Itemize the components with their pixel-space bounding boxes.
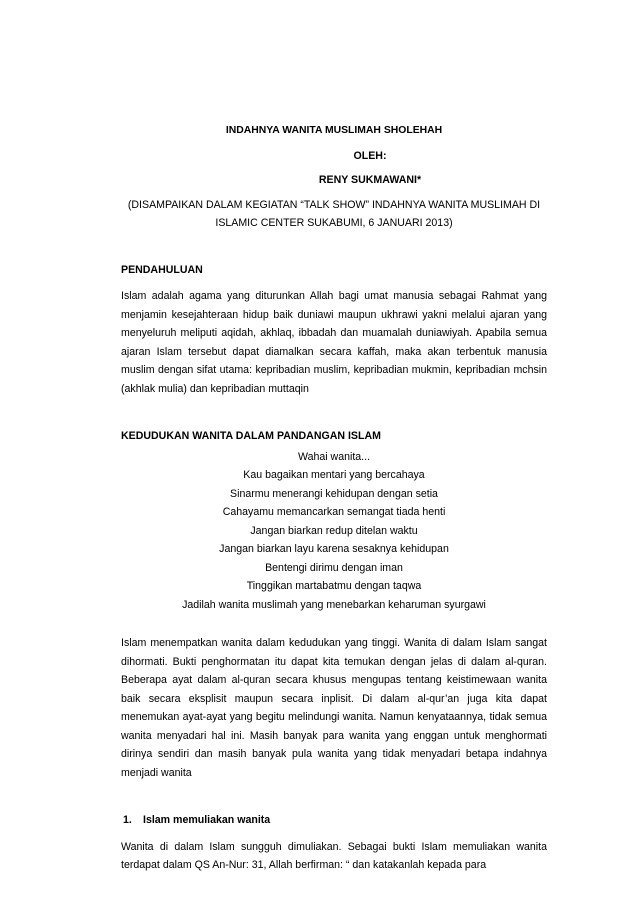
section-heading-introduction: PENDAHULUAN — [121, 263, 203, 276]
document-content — [121, 122, 547, 875]
document-title: INDAHNYA WANITA MUSLIMAH SHOLEHAH — [225, 125, 443, 136]
poem — [111, 448, 557, 615]
poem-line: Jangan biarkan layu karena sesaknya kehidupan — [219, 543, 449, 555]
context-line-2: ISLAMIC CENTER SUKABUMI, 6 JANUARI 2013) — [215, 217, 453, 229]
poem-line: Kau bagaikan mentari yang bercahaya — [243, 469, 425, 481]
by-label: OLEH: — [353, 149, 387, 162]
section-heading-position: KEDUDUKAN WANITA DALAM PANDANGAN ISLAM — [121, 430, 381, 442]
numbered-heading-1 — [121, 811, 547, 830]
author-name: RENY SUKMAWANI* — [318, 174, 422, 186]
poem-line: Jadilah wanita muslimah yang menebarkan keharuman syurgawi — [182, 598, 486, 611]
poem-line: Jangan biarkan redup ditelan waktu — [250, 524, 418, 537]
poem-line: Wahai wanita... — [297, 450, 371, 463]
poem-line: Tinggikan martabatmu dengan taqwa — [246, 580, 422, 592]
numbered-heading-text: Islam memuliakan wanita — [143, 814, 271, 826]
poem-line: Sinarmu menerangi kehidupan dengan setia — [230, 487, 438, 500]
point-1-paragraph: Wanita di dalam Islam sungguh dimuliakan. Sebagai bukti Islam memuliakan wanita terdapat dalam QS An-Nur: 31, Allah berfirman: “ dan katakanlah kepada para — [121, 840, 547, 871]
poem-line: Bentengi dirimu dengan iman — [265, 561, 403, 574]
introduction-paragraph: Islam adalah agama yang diturunkan Allah bagi umat manusia sebagai Rahmat yang menjamin kesejahteraan hidup baik duniawi maupun ukhrawi yakni melalui ajaran yang menyeluruh meliputi aqidah, akhlaq, ibbadah dan muamalah duniawiyah. Apabila semua ajaran Islam tersebut dapat diamalkan secara kaffah, maka akan terbentuk manusia muslim dengan sifat utama: kepribadian muslim, kepribadian mukmin, kepribadian mchsin (akhlak mulia) dan kepribadian muttaqin — [121, 290, 547, 395]
position-paragraph: Islam menempatkan wanita dalam kedudukan yang tinggi. Wanita di dalam Islam sangat dihormati. Bukti penghormatan itu dapat kita temukan dengan jelas di dalam al-quran. Beberapa ayat dalam al-quran secara khusus mengupas tentang keistimewaan wanita baik secara eksplisit maupun secara inplisit. Di dalam al-qur’an juga kita dapat menemukan ayat-ayat yang begitu melindungi wanita. Namun kenyataannya, tidak semua wanita menyadari hal ini. Masih banyak para wanita yang enggan untuk menghormati dirinya sendiri dan masih banyak pula wanita yang tidak menyadari betapa indahnya menjadi wanita — [121, 637, 547, 779]
list-number: 1. — [123, 814, 132, 826]
poem-line: Cahayamu memancarkan semangat tiada henti — [222, 506, 446, 518]
context-line-1: (DISAMPAIKAN DALAM KEGIATAN “TALK SHOW” INDAHNYA WANITA MUSLIMAH DI — [127, 198, 541, 211]
